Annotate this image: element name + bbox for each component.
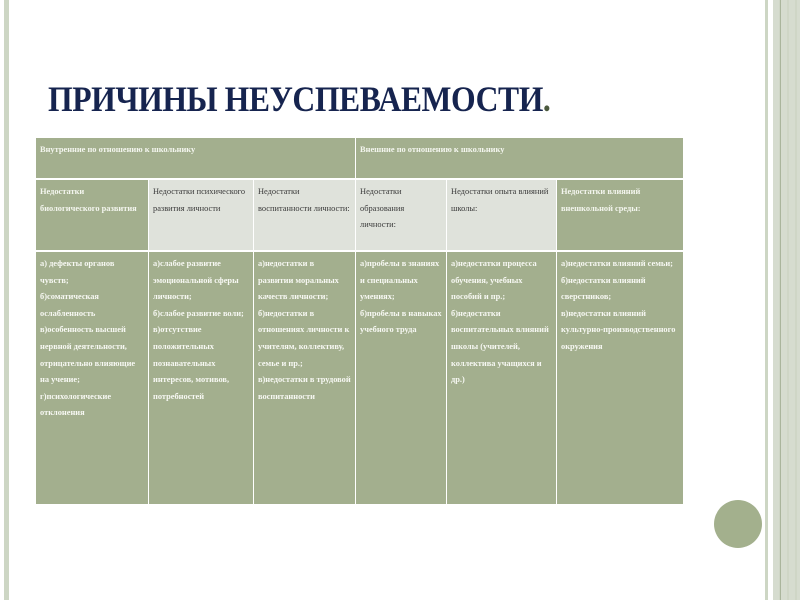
cell-psychological bbox=[149, 252, 253, 504]
cell-upbringing bbox=[254, 252, 355, 504]
cell-item: в)недостатки в трудовой воспитанности bbox=[258, 375, 351, 401]
cell-environment bbox=[557, 252, 683, 504]
column-header-biological: Недостатки биологического развития bbox=[36, 180, 148, 250]
group-header-external: Внешние по отношению к школьнику bbox=[356, 138, 683, 178]
frame-right-line bbox=[780, 0, 781, 600]
cell-item: а)пробелы в знаниях и специальных умениях; bbox=[360, 259, 440, 302]
cell-school bbox=[447, 252, 556, 504]
frame-left-border bbox=[4, 0, 9, 600]
group-header-row bbox=[36, 138, 683, 178]
slide-title-text: ПРИЧИНЫ НЕУСПЕВАЕМОСТИ bbox=[48, 79, 543, 119]
slide-title-punct: . bbox=[542, 79, 551, 119]
cell-item: г)психологические отклонения bbox=[40, 391, 112, 418]
causes-table bbox=[35, 136, 684, 506]
cell-item: в)отсутствие положительных познавательных интересов, мотивов, потребностей bbox=[153, 325, 230, 401]
column-header-education: Недостатки образования личности: bbox=[356, 180, 446, 250]
frame-right-thin-border bbox=[765, 0, 768, 600]
cell-item: б)недостатки влияний сверстников; bbox=[561, 275, 646, 302]
column-header-row bbox=[36, 180, 683, 250]
cell-item: а)слабое развитие эмоциональной сферы личности; bbox=[153, 259, 239, 302]
cell-biological bbox=[36, 252, 148, 504]
column-header-environment: Недостатки влияний внешкольной среды: bbox=[557, 180, 683, 250]
cell-item: в)особенность высшей нервной деятельности, отрицательно влияющие на учение; bbox=[40, 325, 136, 385]
cell-item: б)слабое развитие воли; bbox=[153, 308, 244, 318]
slide-title bbox=[48, 78, 550, 120]
cell-item: а)недостатки влияний семьи; bbox=[561, 259, 673, 268]
cell-item: а)недостатки в развитии моральных качеств личности; bbox=[258, 259, 339, 302]
cell-education bbox=[356, 252, 446, 504]
frame-right-band bbox=[773, 0, 800, 600]
cell-item: б)недостатки воспитательных влияний школы (учителей, коллектива учащихся и др.) bbox=[451, 308, 549, 385]
cell-item: а)недостатки процесса обучения, учебных пособий и пр.; bbox=[451, 259, 537, 302]
decorative-circle-icon bbox=[714, 500, 762, 548]
column-header-school: Недостатки опыта влияний школы: bbox=[447, 180, 556, 250]
column-header-upbringing: Недостатки воспитанности личности: bbox=[254, 180, 355, 250]
cell-item: б)пробелы в навыках учебного труда bbox=[360, 308, 442, 335]
group-header-internal: Внутренние по отношению к школьнику bbox=[36, 138, 355, 178]
table-row bbox=[36, 252, 683, 504]
cell-item: б)соматическая ослабленность bbox=[40, 292, 99, 318]
cell-item: б)недостатки в отношениях личности к учителям, коллективу, семье и пр.; bbox=[258, 308, 350, 368]
cell-item: а) дефекты органов чувств; bbox=[40, 259, 115, 285]
cell-item: в)недостатки влияний культурно-производственного окружения bbox=[561, 308, 676, 351]
column-header-psychological: Недостатки психического развития личности bbox=[149, 180, 253, 250]
